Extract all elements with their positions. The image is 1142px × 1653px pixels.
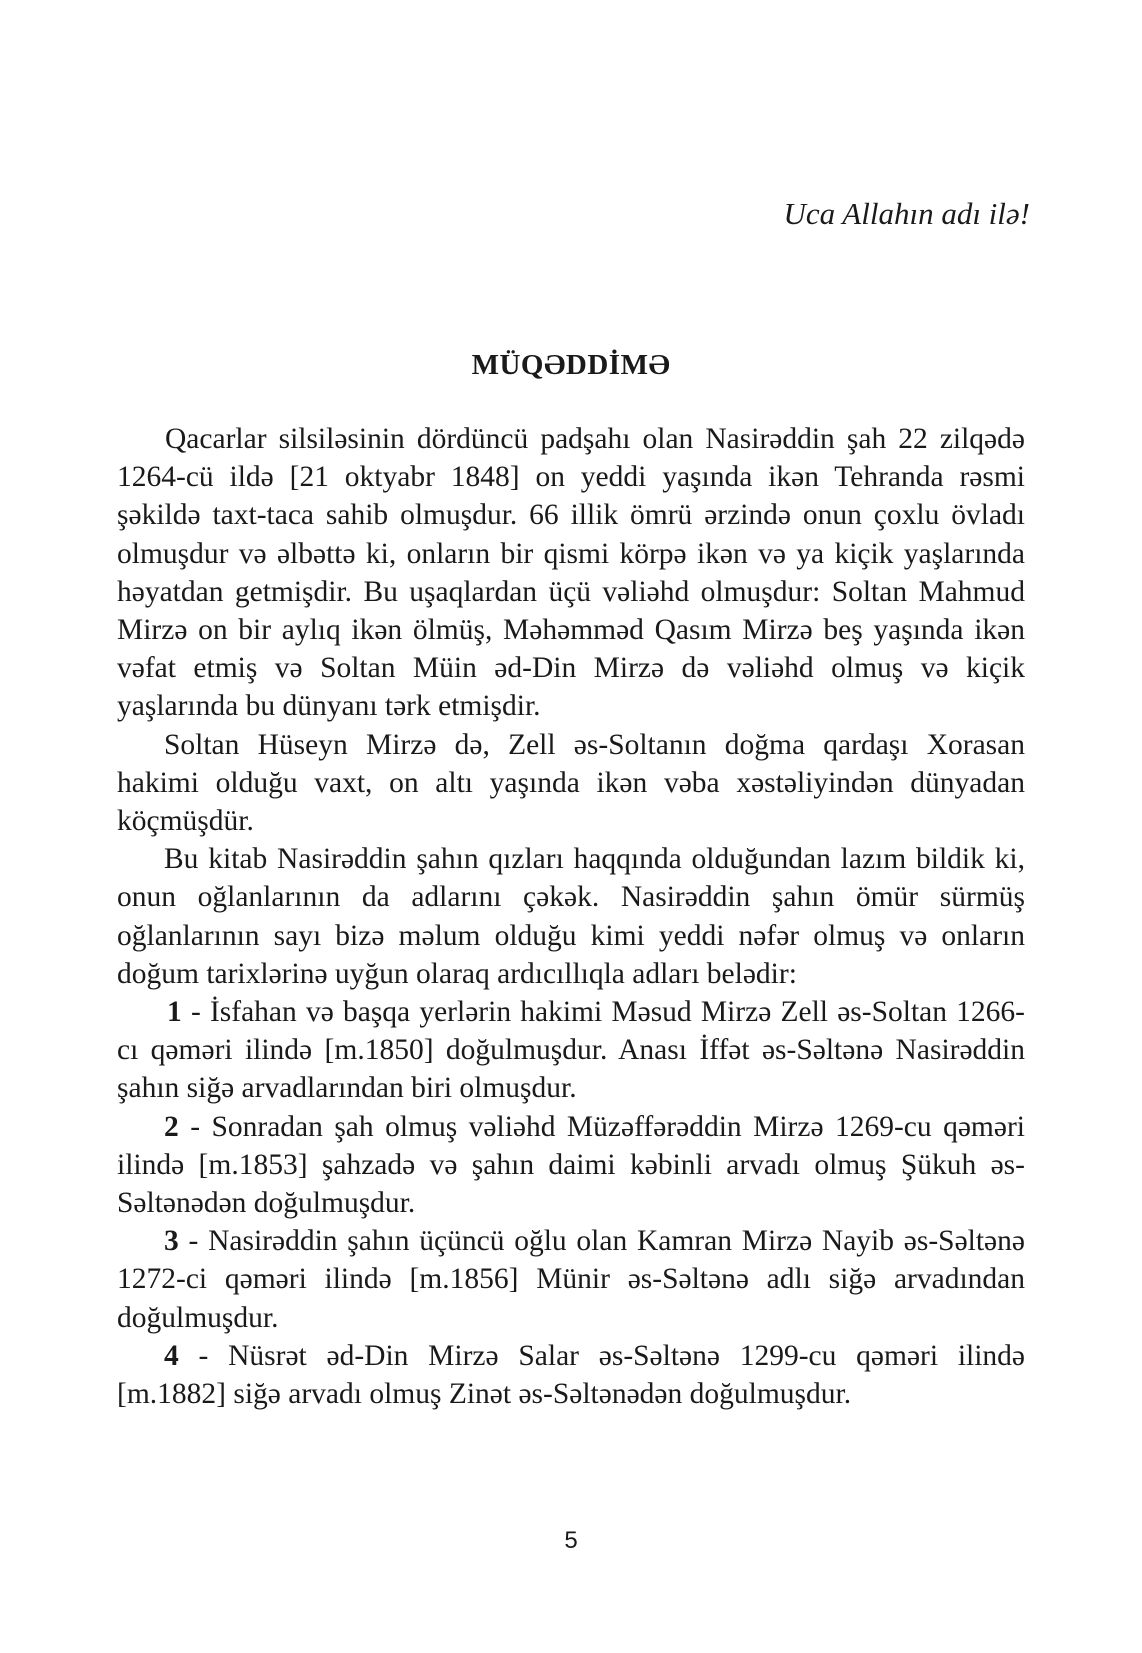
page-heading: MÜQƏDDİMƏ xyxy=(471,349,671,381)
list-item-number: 3 xyxy=(164,1225,179,1258)
paragraph-3: Bu kitab Nasirəddin şahın qızları haqqında olduğundan lazım bildik ki, onun oğlanlarının da adlarını çəkək. Nasirəddin şahın ömür sürmüş oğlanlarının sayı bizə məlum olduğu kimi yeddi nəfər olmuş və onların doğum tarixlərinə uyğun olaraq ardıcıllıqla adları belədir: xyxy=(117,843,1025,990)
body-text xyxy=(117,420,1025,1413)
paragraph-1: Qacarlar silsiləsinin dördüncü padşahı olan Nasirəddin şah 22 zilqədə 1264-cü ildə [21 oktyabr 1848] on yeddi yaşında ikən Tehranda rəsmi şəkildə taxt-taca sahib olmuşdur. 66 illik ömrü ərzində onun çoxlu övladı olmuşdur və əlbəttə ki, onların bir qismi körpə ikən və ya kiçik yaşlarında həyatdan getmişdir. Bu uşaqlardan üçü vəliəhd olmuşdur: Soltan Mahmud Mirzə on bir aylıq ikən ölmüş, Məhəmməd Qasım Mirzə beş yaşında ikən vəfat etmiş və Soltan Müin əd-Din Mirzə də vəliəhd olmuş və kiçik yaşlarında bu dünyanı tərk etmişdir. xyxy=(117,423,1025,723)
list-item-2 xyxy=(117,1108,1025,1223)
paragraph-2: Soltan Hüseyn Mirzə də, Zell əs-Soltanın doğma qardaşı Xorasan hakimi olduğu vaxt, on altı yaşında ikən vəba xəstəliyindən dünyadan köçmüşdür. xyxy=(117,728,1025,838)
list-item-number: 4 xyxy=(164,1339,179,1372)
page-number: 5 xyxy=(564,1527,578,1554)
list-item-number: 2 xyxy=(164,1110,179,1143)
list-item-number: 1 xyxy=(167,996,182,1029)
list-item-3 xyxy=(117,1222,1025,1337)
list-item-text: - Nasirəddin şahın üçüncü oğlu olan Kamran Mirzə Nayib əs-Səltənə 1272-ci qəməri ilində [m.1856] Münir əs-Səltənə adlı siğə arvadından doğulmuşdur. xyxy=(117,1225,1025,1334)
list-item-text: - Sonradan şah olmuş vəliəhd Müzəffərəddin Mirzə 1269-cu qəməri ilində [m.1853] şahzadə və şahın daimi kəbinli arvadı olmuş Şükuh əs-Səltənədən doğulmuşdur. xyxy=(117,1110,1025,1220)
epigraph: Uca Allahın adı ilə! xyxy=(783,196,1030,231)
list-item-4 xyxy=(117,1337,1025,1413)
list-item-text: - İsfahan və başqa yerlərin hakimi Məsud Mirzə Zell əs-Soltan 1266-cı qəməri ilində [m.1850] doğulmuşdur. Anası İffət əs-Səltənə Nasirəddin şahın siğə arvadlarından biri olmuşdur. xyxy=(117,996,1025,1105)
list-item-1 xyxy=(117,993,1025,1108)
list-item-text: - Nüsrət əd-Din Mirzə Salar əs-Səltənə 1299-cu qəməri ilində [m.1882] siğə arvadı olmuş Zinət əs-Səltənədən doğulmuşdur. xyxy=(117,1339,1025,1411)
